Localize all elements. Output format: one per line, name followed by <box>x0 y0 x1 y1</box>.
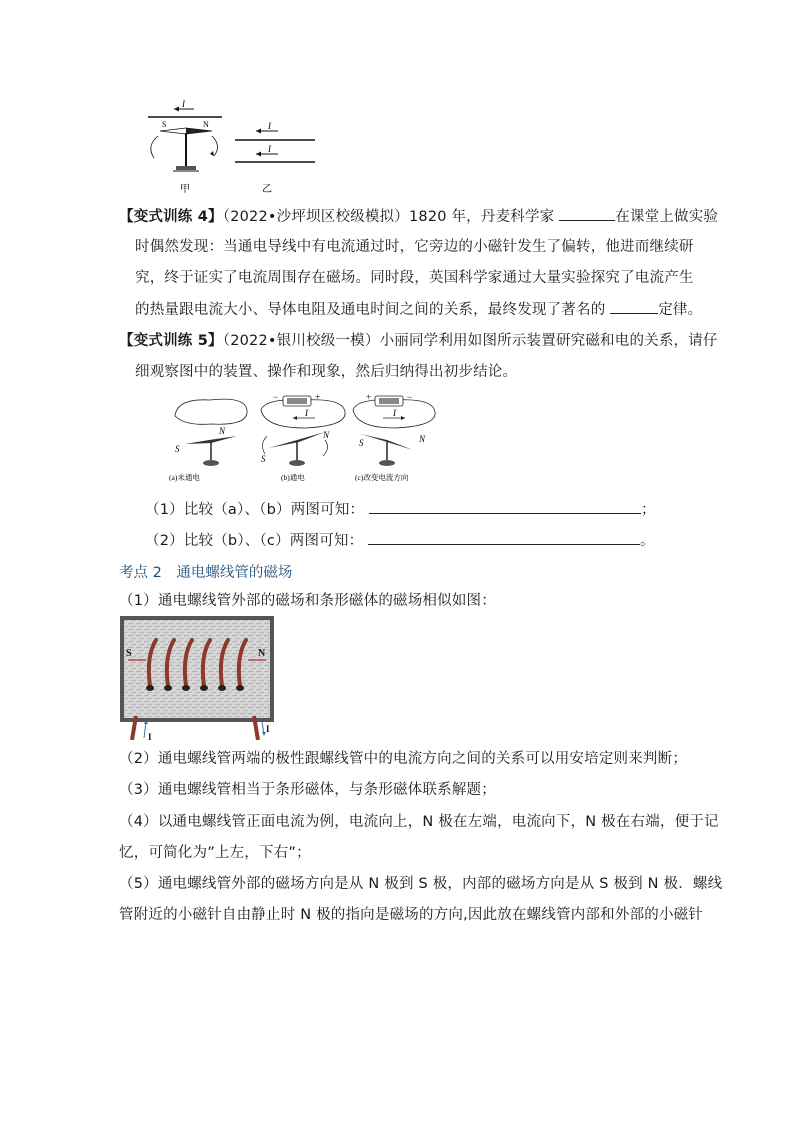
q4-line2: 时偶然发现：当通电导线中有电流通过时，它旁边的小磁针发生了偏转，他进而继续研 <box>135 239 694 255</box>
a-s-label: S <box>175 444 180 454</box>
q4-source: （2022•沙坪坝区校级模拟） <box>222 209 409 225</box>
c-minus: − <box>407 392 413 402</box>
q5-answer-2[interactable] <box>368 530 640 545</box>
q5-answer-1[interactable] <box>369 499 641 514</box>
q5-sub1-end: ； <box>641 502 656 518</box>
q4-line3: 究，终于证实了电流周围存在磁场。同时段，英国科学家通过大量实验探究了电流产生 <box>135 270 694 286</box>
point2-p5-line2: 管附近的小磁针自由静止时 N 极的指向是磁场的方向,因此放在螺线管内部和外部的小磁针 <box>119 907 704 923</box>
q4-line4-pre: 的热量跟电流大小、导体电阻及通电时间之间的关系，最终发现了著名的 <box>135 302 606 318</box>
q4-blank-2[interactable] <box>610 299 658 314</box>
jia-n-label: N <box>203 120 209 129</box>
q5-sub2 <box>145 530 655 551</box>
q4-line1-post: 在课堂上做实验 <box>615 209 719 225</box>
b-minus: − <box>273 392 279 402</box>
a-n-label: N <box>219 426 226 436</box>
caption-jia: 甲 <box>180 184 190 195</box>
jia-current-label: I <box>182 99 185 109</box>
section-title: 考点 2 通电螺线管的磁场 <box>119 565 293 581</box>
point2-p2: （2）通电螺线管两端的极性跟螺线管中的电流方向之间的关系可以用安培定则来判断； <box>119 751 688 767</box>
caption-c: (c)改变电流方向 <box>355 473 409 482</box>
point2-p1: （1）通电螺线管外部的磁场和条形磁体的磁场相似如图： <box>119 593 496 609</box>
photo-i-right: I <box>266 724 270 734</box>
b-s-label: S <box>261 454 266 464</box>
caption-a: (a)未通电 <box>169 473 200 482</box>
q4-line4 <box>135 299 702 320</box>
photo-i-left: I <box>148 732 152 740</box>
point2-p3: （3）通电螺线管相当于条形磁体，与条形磁体联系解题； <box>119 782 496 798</box>
photo-s-label: S <box>126 648 132 659</box>
q5-line1-text: 小丽同学利用如图所示装置研究磁和电的关系，请仔 <box>379 333 718 349</box>
q4-tag: 【变式训练 4】 <box>119 209 223 225</box>
caption-b: (b)通电 <box>281 473 305 482</box>
figure-jia-yi <box>140 96 330 198</box>
c-s-label: S <box>359 438 364 448</box>
caption-yi: 乙 <box>262 184 272 195</box>
c-i-label: I <box>393 408 396 418</box>
jia-s-label: S <box>162 120 167 129</box>
q5-line1 <box>119 331 718 351</box>
point2-p4-line2: 忆，可简化为”上左，下右”； <box>119 845 311 861</box>
c-n-label: N <box>419 434 426 444</box>
q5-line2: 细观察图中的装置、操作和现象，然后归纳得出初步结论。 <box>135 364 518 380</box>
q4-blank-1[interactable] <box>559 206 615 221</box>
b-plus: + <box>315 392 321 402</box>
q5-sub2-end: 。 <box>640 533 655 549</box>
q5-source: （2022•银川校级一模） <box>222 333 380 349</box>
solenoid-photo <box>120 616 274 740</box>
point2-p5-line1: （5）通电螺线管外部的磁场方向是从 N 极到 S 极，内部的磁场方向是从 S 极到 N 极．螺线 <box>119 876 723 892</box>
b-n-label: N <box>323 430 330 440</box>
q4-line4-post: 定律。 <box>658 302 703 318</box>
q5-sub2-text: （2）比较（b）、（c）两图可知： <box>145 533 364 549</box>
q5-tag: 【变式训练 5】 <box>119 333 223 349</box>
yi-current-label-1: I <box>268 121 271 131</box>
photo-n-label: N <box>258 648 266 659</box>
c-plus: + <box>366 392 372 402</box>
b-i-label: I <box>305 408 308 418</box>
figure-abc <box>165 390 445 490</box>
yi-current-label-2: I <box>268 144 271 154</box>
q5-sub1 <box>145 499 656 520</box>
point2-p4-line1: （4）以通电螺线管正面电流为例，电流向上，N 极在左端，电流向下，N 极在右端，便于记 <box>119 814 719 830</box>
q4-line1 <box>119 206 718 227</box>
q4-line1-pre: 1820 年，丹麦科学家 <box>408 209 555 225</box>
q5-sub1-text: （1）比较（a）、（b）两图可知： <box>145 502 365 518</box>
